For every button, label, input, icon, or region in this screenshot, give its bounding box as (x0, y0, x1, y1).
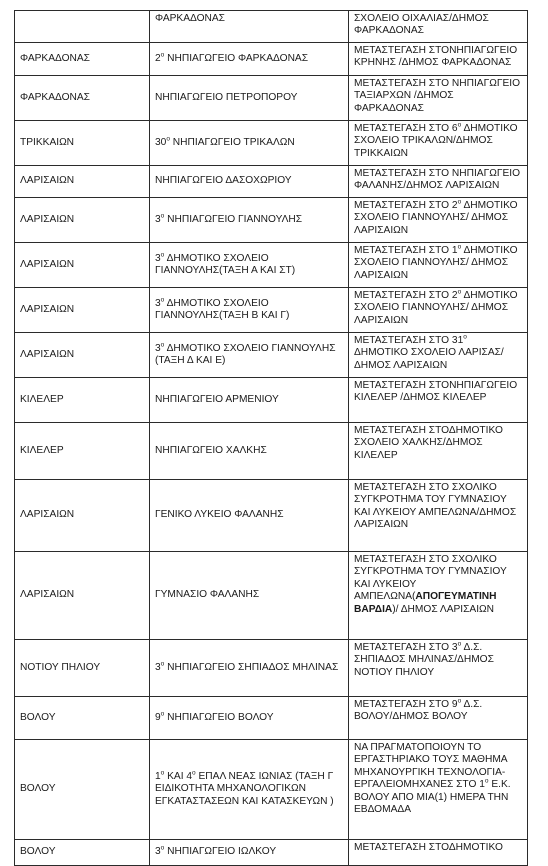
school-cell: ΓΥΜΝΑΣΙΟ ΦΑΛΑΝΗΣ (150, 552, 349, 640)
region-cell: ΤΡΙΚΚΑΙΩΝ (15, 121, 150, 166)
school-cell: $1^o$ ΚΑΙ $4^o$ ΕΠΑΛ ΝΕΑΣ ΙΩΝΙΑΣ (ΤΑΞΗ Γ ΕΙΔΙΚΟΤΗΤΑ ΜΗΧΑΝΟΛΟΓΙΚΩΝ ΕΓΚΑΤΑΣΤΑΣΕΩΝ ΚΑΙ ΚΑΤΑΣΚΕΥΩΝ ) (150, 740, 349, 840)
school-cell: ΦΑΡΚΑΔΟΝΑΣ (150, 11, 349, 43)
action-cell: ΜΕΤΑΣΤΕΓΑΣΗ ΣΤΟ $1^o$ ΔΗΜΟΤΙΚΟ ΣΧΟΛΕΙΟ ΓΙΑΝΝΟΥΛΗΣ/ ΔΗΜΟΣ ΛΑΡΙΣΑΙΩΝ (349, 243, 528, 288)
school-cell: $30^o$ ΝΗΠΙΑΓΩΓΕΙΟ ΤΡΙΚΑΛΩΝ (150, 121, 349, 166)
relocation-table (14, 10, 528, 866)
school-cell: ΝΗΠΙΑΓΩΓΕΙΟ ΧΑΛΚΗΣ (150, 423, 349, 480)
table-row (15, 121, 528, 166)
action-cell: ΣΧΟΛΕΙΟ ΟΙΧΑΛΙΑΣ/ΔΗΜΟΣ ΦΑΡΚΑΔΟΝΑΣ (349, 11, 528, 43)
school-cell: ΝΗΠΙΑΓΩΓΕΙΟ ΠΕΤΡΟΠΟΡΟΥ (150, 76, 349, 121)
region-cell: ΦΑΡΚΑΔΟΝΑΣ (15, 76, 150, 121)
region-cell: ΒΟΛΟΥ (15, 697, 150, 740)
table-row (15, 43, 528, 76)
action-cell: ΜΕΤΑΣΤΕΓΑΣΗ ΣΤΟ $6^o$ ΔΗΜΟΤΙΚΟ ΣΧΟΛΕΙΟ ΤΡΙΚΑΛΩΝ/ΔΗΜΟΣ ΤΡΙΚΚΑΙΩΝ (349, 121, 528, 166)
table-row (15, 740, 528, 840)
table-row (15, 198, 528, 243)
school-cell: $3^o$ ΔΗΜΟΤΙΚΟ ΣΧΟΛΕΙΟ ΓΙΑΝΝΟΥΛΗΣ(ΤΑΞΗ Β ΚΑΙ Γ) (150, 288, 349, 333)
region-cell: ΛΑΡΙΣΑΙΩΝ (15, 480, 150, 552)
school-cell: $3^o$ ΔΗΜΟΤΙΚΟ ΣΧΟΛΕΙΟ ΓΙΑΝΝΟΥΛΗΣ(ΤΑΞΗ Α ΚΑΙ ΣΤ) (150, 243, 349, 288)
school-cell: ΝΗΠΙΑΓΩΓΕΙΟ ΔΑΣΟΧΩΡΙΟΥ (150, 166, 349, 198)
region-cell: ΒΟΛΟΥ (15, 840, 150, 866)
region-cell: ΚΙΛΕΛΕΡ (15, 423, 150, 480)
region-cell: ΛΑΡΙΣΑΙΩΝ (15, 243, 150, 288)
table-row (15, 378, 528, 423)
table-row (15, 423, 528, 480)
school-cell: $3^o$ ΝΗΠΙΑΓΩΓΕΙΟ ΣΗΠΙΑΔΟΣ ΜΗΛΙΝΑΣ (150, 640, 349, 697)
action-cell: ΜΕΤΑΣΤΕΓΑΣΗ ΣΤΟ $2^o$ ΔΗΜΟΤΙΚΟ ΣΧΟΛΕΙΟ ΓΙΑΝΝΟΥΛΗΣ/ ΔΗΜΟΣ ΛΑΡΙΣΑΙΩΝ (349, 288, 528, 333)
region-cell: ΛΑΡΙΣΑΙΩΝ (15, 333, 150, 378)
action-cell (349, 552, 528, 640)
region-cell: ΛΑΡΙΣΑΙΩΝ (15, 552, 150, 640)
table-row (15, 243, 528, 288)
school-cell: $3^o$ ΔΗΜΟΤΙΚΟ ΣΧΟΛΕΙΟ ΓΙΑΝΝΟΥΛΗΣ (ΤΑΞΗ Δ ΚΑΙ Ε) (150, 333, 349, 378)
table-row (15, 697, 528, 740)
region-cell: ΦΑΡΚΑΔΟΝΑΣ (15, 43, 150, 76)
action-cell: ΜΕΤΑΣΤΕΓΑΣΗ ΣΤΟ $9^o$ Δ.Σ. ΒΟΛΟΥ/ΔΗΜΟΣ ΒΟΛΟΥ (349, 697, 528, 740)
action-text: ΜΕΤΑΣΤΕΓΑΣΗ ΣΤΟ ΣΧΟΛΙΚΟ ΣΥΓΚΡΟΤΗΜΑ ΤΟΥ ΓΥΜΝΑΣΙΟΥ ΚΑΙ ΛΥΚΕΙΟΥ ΑΜΠΕΛΩΝΑ( (354, 554, 507, 603)
action-cell: ΜΕΤΑΣΤΕΓΑΣΗ ΣΤΟΔΗΜΟΤΙΚΟ (349, 840, 528, 866)
school-cell: $9^o$ ΝΗΠΙΑΓΩΓΕΙΟ ΒΟΛΟΥ (150, 697, 349, 740)
region-cell: ΛΑΡΙΣΑΙΩΝ (15, 288, 150, 333)
table-row (15, 76, 528, 121)
table-row (15, 840, 528, 866)
action-cell: ΜΕΤΑΣΤΕΓΑΣΗ ΣΤΟΝΗΠΙΑΓΩΓΕΙΟ ΚΡΗΝΗΣ /ΔΗΜΟΣ ΦΑΡΚΑΔΟΝΑΣ (349, 43, 528, 76)
action-cell: ΜΕΤΑΣΤΕΓΑΣΗ ΣΤΟ $31^o$ ΔΗΜΟΤΙΚΟ ΣΧΟΛΕΙΟ ΛΑΡΙΣΑΣ/ ΔΗΜΟΣ ΛΑΡΙΣΑΙΩΝ (349, 333, 528, 378)
region-cell: ΚΙΛΕΛΕΡ (15, 378, 150, 423)
table-row (15, 288, 528, 333)
action-cell: ΜΕΤΑΣΤΕΓΑΣΗ ΣΤΟ ΝΗΠΙΑΓΩΓΕΙΟ ΦΑΛΑΝΗΣ/ΔΗΜΟΣ ΛΑΡΙΣΑΙΩΝ (349, 166, 528, 198)
table-row (15, 333, 528, 378)
region-cell (15, 11, 150, 43)
action-cell: ΜΕΤΑΣΤΕΓΑΣΗ ΣΤΟ ΣΧΟΛΙΚΟ ΣΥΓΚΡΟΤΗΜΑ ΤΟΥ ΓΥΜΝΑΣΙΟΥ ΚΑΙ ΛΥΚΕΙΟΥ ΑΜΠΕΛΩΝΑ/ΔΗΜΟΣ ΛΑΡΙΣΑΙΩΝ (349, 480, 528, 552)
table-row (15, 552, 528, 640)
school-cell: ΓΕΝΙΚΟ ΛΥΚΕΙΟ ΦΑΛΑΝΗΣ (150, 480, 349, 552)
region-cell: ΛΑΡΙΣΑΙΩΝ (15, 198, 150, 243)
action-cell: ΝΑ ΠΡΑΓΜΑΤΟΠΟΙΟΥΝ ΤΟ ΕΡΓΑΣΤΗΡΙΑΚΟ ΤΟΥΣ ΜΑΘΗΜΑ ΜΗΧΑΝΟΥΡΓΙΚΗ ΤΕΧΝΟΛΟΓΙΑ-ΕΡΓΑΛΕΙΟΜΗΧΑΝΕΣ ΣΤΟ $1^o$ Ε.Κ. ΒΟΛΟΥ ΑΠΟ ΜΙΑ(1) ΗΜΕΡΑ ΤΗΝ ΕΒΔΟΜΑΔΑ (349, 740, 528, 840)
action-bold-text: ΑΠΟΓΕΥΜΑΤΙΝΗ ΒΑΡΔΙΑ (354, 591, 497, 615)
region-cell: ΛΑΡΙΣΑΙΩΝ (15, 166, 150, 198)
table-row (15, 166, 528, 198)
table-row (15, 480, 528, 552)
school-cell: $3^o$ ΝΗΠΙΑΓΩΓΕΙΟ ΓΙΑΝΝΟΥΛΗΣ (150, 198, 349, 243)
region-cell: ΒΟΛΟΥ (15, 740, 150, 840)
region-cell: ΝΟΤΙΟΥ ΠΗΛΙΟΥ (15, 640, 150, 697)
action-tail-text: )/ ΔΗΜΟΣ ΛΑΡΙΣΑΙΩΝ (392, 603, 495, 615)
action-cell: ΜΕΤΑΣΤΕΓΑΣΗ ΣΤΟΝΗΠΙΑΓΩΓΕΙΟ ΚΙΛΕΛΕΡ /ΔΗΜΟΣ ΚΙΛΕΛΕΡ (349, 378, 528, 423)
school-cell: ΝΗΠΙΑΓΩΓΕΙΟ ΑΡΜΕΝΙΟΥ (150, 378, 349, 423)
school-cell: $3^o$ ΝΗΠΙΑΓΩΓΕΙΟ ΙΩΛΚΟΥ (150, 840, 349, 866)
school-cell: $2^o$ ΝΗΠΙΑΓΩΓΕΙΟ ΦΑΡΚΑΔΟΝΑΣ (150, 43, 349, 76)
table-row (15, 11, 528, 43)
action-cell: ΜΕΤΑΣΤΕΓΑΣΗ ΣΤΟ ΝΗΠΙΑΓΩΓΕΙΟ ΤΑΞΙΑΡΧΩΝ /ΔΗΜΟΣ ΦΑΡΚΑΔΟΝΑΣ (349, 76, 528, 121)
action-cell: ΜΕΤΑΣΤΕΓΑΣΗ ΣΤΟ $3^o$ Δ.Σ. ΣΗΠΙΑΔΟΣ ΜΗΛΙΝΑΣ/ΔΗΜΟΣ ΝΟΤΙΟΥ ΠΗΛΙΟΥ (349, 640, 528, 697)
action-cell: ΜΕΤΑΣΤΕΓΑΣΗ ΣΤΟΔΗΜΟΤΙΚΟ ΣΧΟΛΕΙΟ ΧΑΛΚΗΣ/ΔΗΜΟΣ ΚΙΛΕΛΕΡ (349, 423, 528, 480)
table-row (15, 640, 528, 697)
action-cell: ΜΕΤΑΣΤΕΓΑΣΗ ΣΤΟ $2^o$ ΔΗΜΟΤΙΚΟ ΣΧΟΛΕΙΟ ΓΙΑΝΝΟΥΛΗΣ/ ΔΗΜΟΣ ΛΑΡΙΣΑΙΩΝ (349, 198, 528, 243)
